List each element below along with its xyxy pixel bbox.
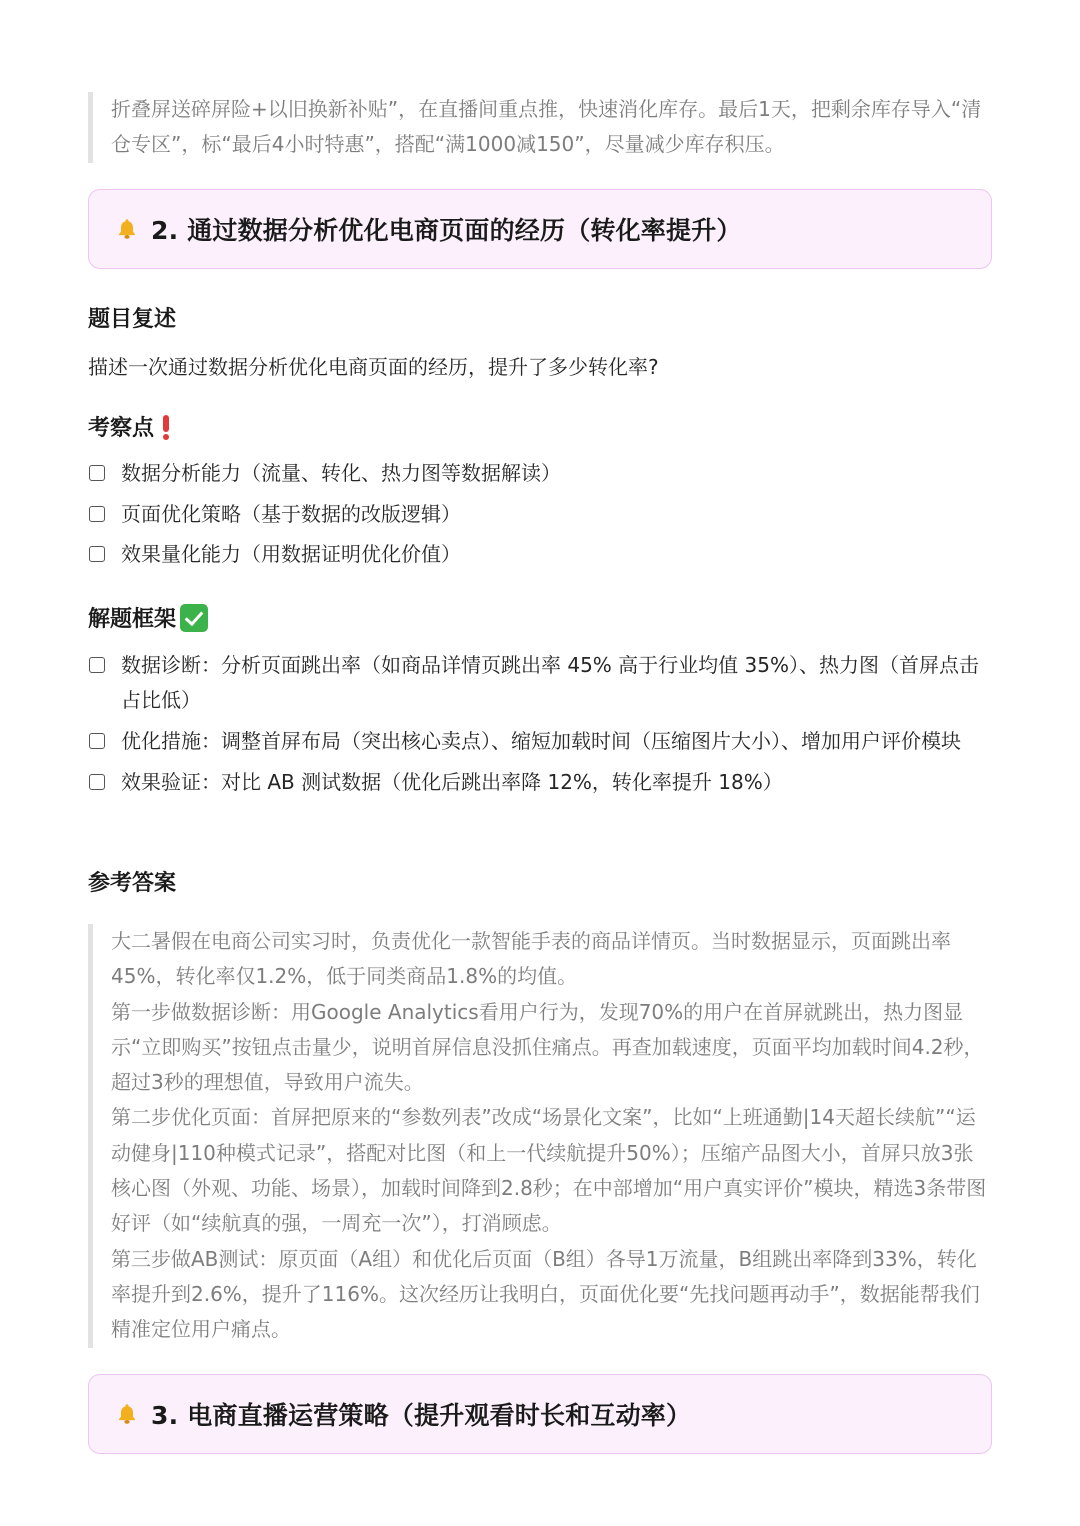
list-item: 数据诊断：分析页面跳出率（如商品详情页跳出率 45% 高于行业均值 35%）、热力图（首屏点击占比低） xyxy=(88,648,992,719)
checkbox[interactable] xyxy=(89,657,105,673)
exam-points-list xyxy=(88,456,992,578)
section-title: 3. 电商直播运营策略（提升观看时长和互动率） xyxy=(151,1401,692,1430)
checkbox[interactable] xyxy=(89,546,105,562)
reference-answer-quote xyxy=(88,924,992,1348)
quote-text: 折叠屏送碎屏险+以旧换新补贴”，在直播间重点推，快速消化库存。最后1天，把剩余库存导入“清仓专区”，标“最后4小时特惠”，搭配“满1000减150”，尽量减少库存积压。 xyxy=(111,97,982,157)
section-title: 2. 通过数据分析优化电商页面的经历（转化率提升） xyxy=(151,216,742,245)
bell-icon xyxy=(115,1402,139,1426)
previous-answer-quote xyxy=(88,92,992,163)
checkbox[interactable] xyxy=(89,774,105,790)
answer-paragraph: 第一步做数据诊断：用Google Analytics看用户行为，发现70%的用户在首屏就跳出，热力图显示“立即购买”按钮点击量少，说明首屏信息没抓住痛点。再查加载速度，页面平均加载时间4.2秒，超过3秒的理想值，导致用户流失。 xyxy=(111,999,984,1095)
checkbox[interactable] xyxy=(89,465,105,481)
check-mark-icon xyxy=(180,604,208,632)
list-item: 效果量化能力（用数据证明优化价值） xyxy=(88,537,992,572)
list-item: 数据分析能力（流量、转化、热力图等数据解读） xyxy=(88,456,992,491)
answer-heading: 参考答案 xyxy=(88,871,177,896)
exam-points-heading: 考察点 xyxy=(88,411,172,442)
restate-text: 描述一次通过数据分析优化电商页面的经历，提升了多少转化率? xyxy=(88,355,659,379)
list-item: 页面优化策略（基于数据的改版逻辑） xyxy=(88,497,992,532)
bell-icon xyxy=(115,217,139,241)
restate-heading: 题目复述 xyxy=(88,307,177,332)
list-item: 优化措施：调整首屏布局（突出核心卖点）、缩短加载时间（压缩图片大小）、增加用户评价模块 xyxy=(88,724,992,759)
answer-paragraph: 第二步优化页面：首屏把原来的“参数列表”改成“场景化文案”，比如“上班通勤|14天超长续航”“运动健身|110种模式记录”，搭配对比图（和上一代续航提升50%）；压缩产品图大小，首屏只放3张核心图（外观、功能、场景），加载时间降到2.8秒；在中部增加“用户真实评价”模块，精选3条带图好评（如“续航真的强，一周充一次”），打消顾虑。 xyxy=(111,1105,987,1236)
section-header-2 xyxy=(88,189,992,269)
list-item: 效果验证：对比 AB 测试数据（优化后跳出率降 12%，转化率提升 18%） xyxy=(88,765,992,800)
checkbox[interactable] xyxy=(89,506,105,522)
answer-paragraph: 大二暑假在电商公司实习时，负责优化一款智能手表的商品详情页。当时数据显示，页面跳出率45%，转化率仅1.2%，低于同类商品1.8%的均值。 xyxy=(111,929,951,989)
checkbox[interactable] xyxy=(89,733,105,749)
section-header-3 xyxy=(88,1374,992,1454)
exclamation-icon xyxy=(160,414,172,440)
answer-paragraph: 第三步做AB测试：原页面（A组）和优化后页面（B组）各导1万流量，B组跳出率降到33%，转化率提升到2.6%，提升了116%。这次经历让我明白，页面优化要“先找问题再动手”，数据能帮我们精准定位用户痛点。 xyxy=(111,1246,980,1342)
framework-heading: 解题框架 xyxy=(88,602,208,633)
framework-list xyxy=(88,648,992,805)
